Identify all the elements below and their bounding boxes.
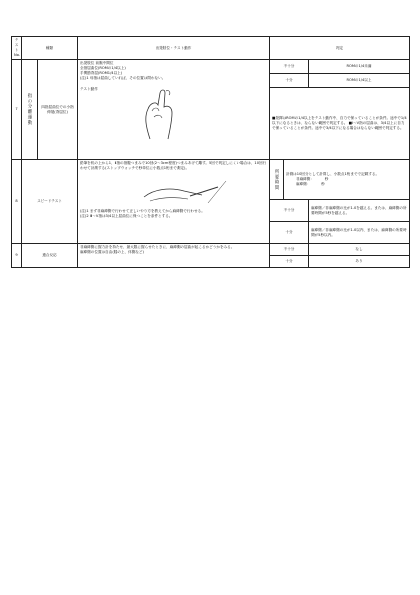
row9-kind: 連合反応 bbox=[22, 244, 78, 268]
pencil-pinch-illustration bbox=[140, 175, 230, 209]
table-header-row bbox=[12, 37, 410, 60]
row7-category: 指の分離運動 bbox=[27, 93, 32, 126]
header-start-position: 出発肢位・テスト動作 bbox=[78, 37, 270, 60]
row9-judge-insufficient-label: 不十分 bbox=[270, 244, 309, 256]
row9-description-cell bbox=[78, 244, 270, 268]
table-row bbox=[12, 60, 410, 74]
header-test-no: テストNo. bbox=[12, 37, 22, 60]
row8-time-text: 計測は10回分として計算し、小数点1桁までで記載する。 bbox=[286, 172, 380, 176]
header-judgement: 判定 bbox=[270, 37, 410, 60]
row7-condition-3: 手関節背屈(ROM1/4以上) bbox=[80, 71, 123, 75]
row8-note-1: (注)1 まず非麻痺側で行わせて正しいやり方を教えてから麻痺側で行わせる。 bbox=[80, 209, 205, 213]
row7-condition-1: 出発肢位 前腕中間位 bbox=[80, 61, 114, 65]
row9-judge-sufficient-label: 十分 bbox=[270, 256, 309, 268]
row8-judge-sufficient-value: 麻痺側／非麻痺側の比が1.0以内、または、麻痺側の所要時間が5秒以内。 bbox=[309, 222, 410, 244]
row8-paretic: 麻痺側： 秒 bbox=[296, 182, 325, 186]
row7-judge-sufficient-label: 十分 bbox=[270, 74, 309, 88]
row7-note: ■発揮はROMの1/4以上をテスト動作中、自力で保っていることが条件。途中で1/4以下になるときは、ならない範囲で判定する。 ■Ⅰ～Ⅴ指の屈曲は、3/4以上に自力で保っていることが条件。途中で3/4以下になる場合はならない範囲で判定する。 bbox=[270, 88, 410, 160]
table-row bbox=[12, 160, 410, 200]
header-kind: 種類 bbox=[22, 37, 78, 60]
row9-description: 非麻痺側に握力計を持たせ、最大限に握らせたときに、麻痺側の屈曲が起こるかどうかをみる。 bbox=[80, 245, 235, 249]
row8-judge-sufficient-label: 十分 bbox=[270, 222, 309, 244]
row9-no: 9 bbox=[12, 244, 22, 268]
row7-no: 7 bbox=[12, 60, 22, 160]
row8-no: 8 bbox=[12, 160, 22, 244]
row9-judge-sufficient-value: あり bbox=[309, 256, 410, 268]
row8-time-label-cell bbox=[270, 160, 284, 200]
row9-sub: 麻痺側の位置は自由(膝の上、体側など) bbox=[80, 250, 144, 254]
table-row bbox=[12, 244, 410, 256]
row8-kind: スピードテスト bbox=[22, 160, 78, 244]
row7-conditions-cell bbox=[78, 60, 270, 160]
row7-judge-sufficient-value: ROMの1/4以上 bbox=[309, 74, 410, 88]
row8-non-paretic: 非麻痺側： 秒 bbox=[296, 177, 329, 181]
row7-category-cell bbox=[22, 60, 38, 160]
row9-judge-insufficient-value: なし bbox=[309, 244, 410, 256]
row8-description-cell bbox=[78, 160, 270, 244]
row8-description: 鉛筆を机の上から1、Ⅱ指の指腹つまみで10回(2～3cm程度)つまみあげて離す。5回で判定しにくい場合は、10回行わせて計測する(ストップウォッチで秒単位に小数点1桁まで測定)。 bbox=[80, 161, 267, 170]
row7-subcategory: 四指屈曲位での小指伸展(背屈位) bbox=[38, 60, 78, 160]
row7-judge-insufficient-value: ROMの1/4未満 bbox=[309, 60, 410, 74]
hand-illustration bbox=[128, 87, 188, 143]
row8-judge-insufficient-label: 不十分 bbox=[270, 200, 309, 222]
row8-judge-insufficient-value: 麻痺側／非麻痺側の比が1.0を越える。または、麻痺側の所要時間が5秒を越える。 bbox=[309, 200, 410, 222]
row7-condition-4: (注)1 母指は屈曲していれば、その位置は問わない。 bbox=[80, 76, 166, 80]
row8-note-2: (注)2 Ⅲ～Ⅴ指は3/4以上屈曲位に保つことを条件とする。 bbox=[80, 214, 173, 218]
evaluation-table bbox=[11, 36, 410, 268]
row8-time-label: 所要時間 bbox=[274, 168, 279, 191]
row7-judge-insufficient-label: 不十分 bbox=[270, 60, 309, 74]
row7-condition-2: 全指屈曲位(ROMの1/4以上) bbox=[80, 66, 126, 70]
row8-time-cell bbox=[284, 160, 410, 200]
row7-test-action-label: テスト動作 bbox=[80, 87, 98, 91]
